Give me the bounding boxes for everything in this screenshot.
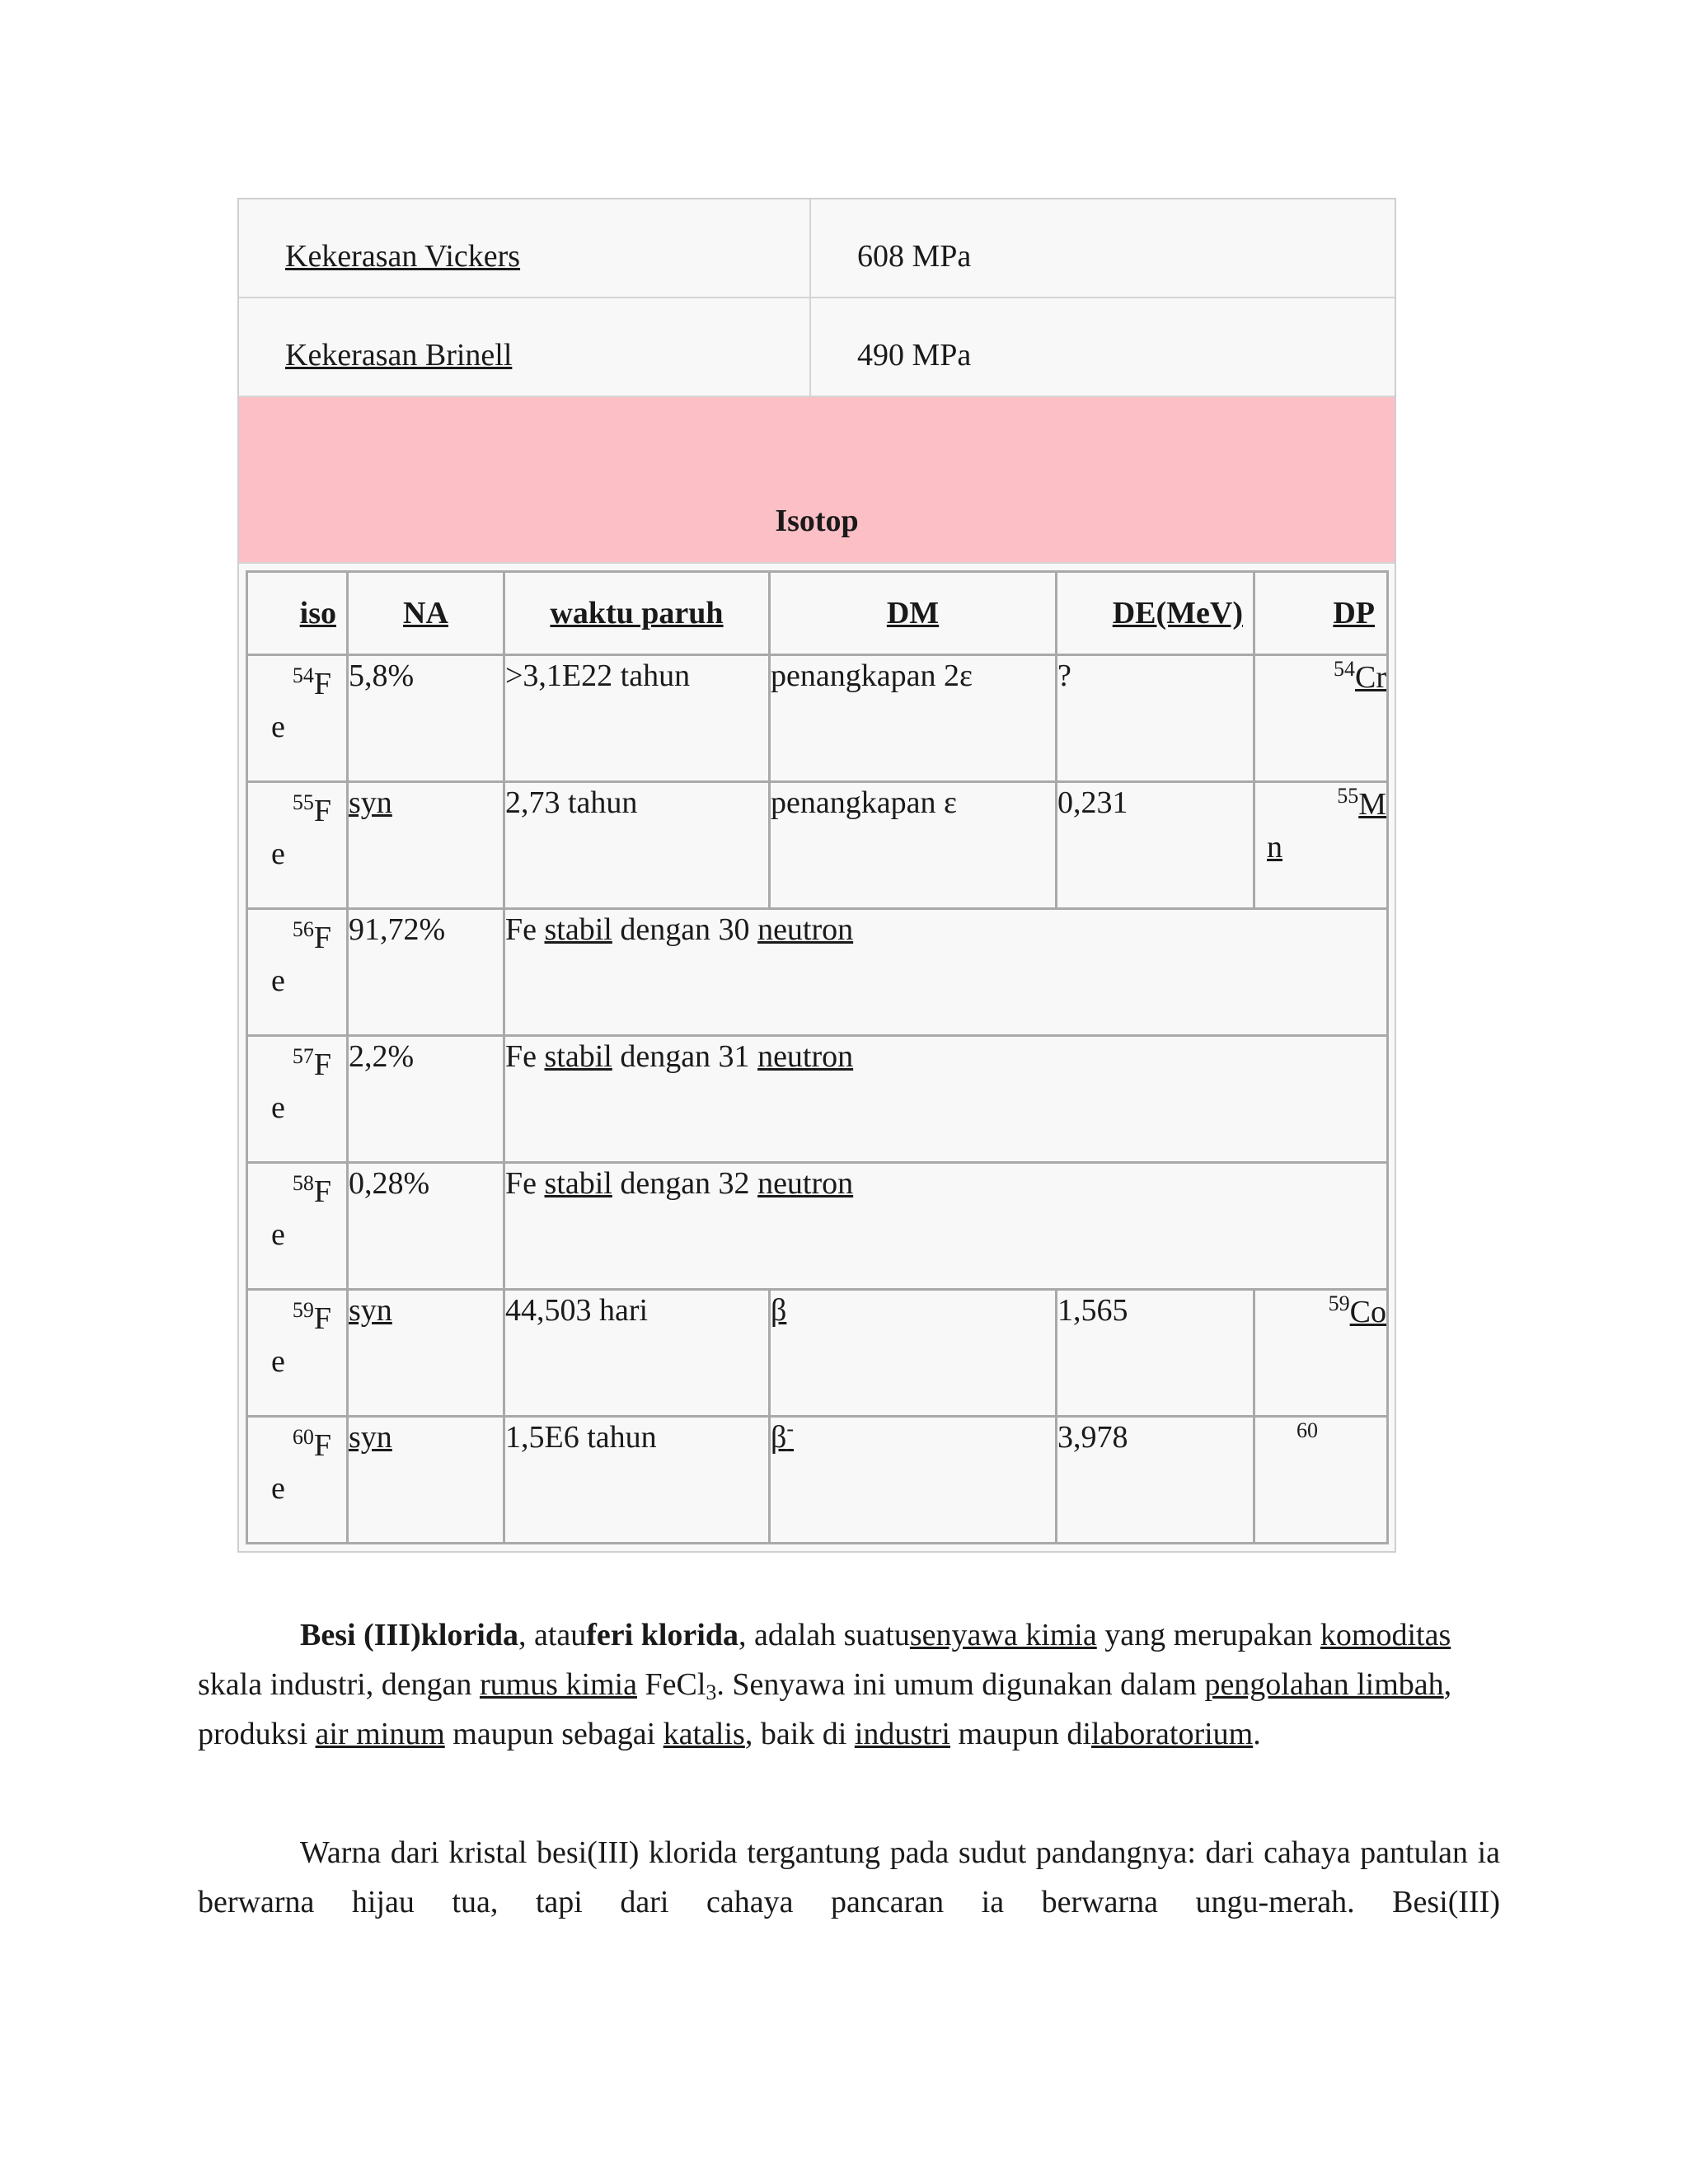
table-row — [247, 1036, 1388, 1163]
stable-prefix: Fe — [505, 1039, 537, 1074]
mass-number: 57 — [292, 1044, 314, 1068]
element-symbol: F — [313, 1174, 331, 1209]
element-symbol-wrap: e — [271, 710, 285, 744]
table-row — [247, 909, 1388, 1036]
beta-symbol: β — [771, 1420, 787, 1455]
industry-link[interactable]: industri — [854, 1717, 950, 1751]
col-header-de[interactable]: DE(MeV) — [1057, 572, 1254, 655]
mass-number: 55 — [292, 790, 314, 814]
property-value: 490 MPa — [857, 338, 972, 373]
table-row — [247, 655, 1388, 782]
element-symbol: F — [313, 1428, 331, 1463]
decay-mode-cell — [770, 1290, 1057, 1417]
element-symbol-wrap: e — [271, 963, 285, 998]
mass-number: 56 — [292, 917, 314, 941]
bold-term: feri klorida — [586, 1618, 738, 1652]
stable-note-cell — [504, 1163, 1388, 1290]
chemical-formula-link[interactable]: rumus kimia — [479, 1667, 637, 1702]
property-row-brinell — [239, 298, 1395, 397]
decay-energy-cell: 3,978 — [1057, 1417, 1254, 1544]
paragraph-ferric-chloride — [198, 1610, 1500, 1759]
na-cell — [348, 1417, 504, 1544]
element-symbol: F — [313, 921, 331, 955]
property-value: 608 MPa — [857, 239, 972, 274]
element-symbol: F — [313, 794, 331, 828]
drinking-water-link[interactable]: air minum — [315, 1717, 445, 1751]
element-symbol-wrap: e — [271, 1217, 285, 1252]
properties-table — [237, 198, 1396, 1553]
element-symbol: F — [313, 1301, 331, 1336]
stable-text: dengan 32 — [620, 1166, 750, 1201]
text: yang merupakan — [1096, 1618, 1320, 1652]
mass-number: 60 — [292, 1425, 314, 1449]
mass-number: 55 — [1337, 784, 1359, 808]
mass-number: 58 — [292, 1171, 314, 1195]
decay-product-link[interactable]: Cr — [1355, 660, 1386, 695]
isotope-header-row — [247, 572, 1388, 655]
mass-number: 54 — [1334, 657, 1355, 681]
element-symbol: F — [313, 667, 331, 701]
subscript: 3 — [706, 1680, 717, 1704]
mass-number: 59 — [292, 1298, 314, 1322]
chemical-compound-link[interactable]: senyawa kimia — [909, 1618, 1097, 1652]
synthetic-link[interactable]: syn — [349, 1293, 392, 1328]
neutron-link[interactable]: neutron — [757, 912, 854, 947]
synthetic-link[interactable]: syn — [349, 1420, 392, 1455]
decay-energy-cell: 0,231 — [1057, 782, 1254, 909]
isotope-section-header — [239, 397, 1395, 564]
decay-product-cell — [1254, 1290, 1388, 1417]
text: , baik di — [744, 1717, 855, 1751]
commodity-link[interactable]: komoditas — [1320, 1618, 1451, 1652]
stable-note-cell — [504, 1036, 1388, 1163]
isotope-cell — [247, 1163, 348, 1290]
table-row — [247, 1417, 1388, 1544]
text: maupun sebagai — [444, 1717, 663, 1751]
catalyst-link[interactable]: katalis — [663, 1717, 745, 1751]
text: . Senyawa ini umum digunakan dalam — [716, 1667, 1205, 1702]
table-row — [247, 782, 1388, 909]
stable-prefix: Fe — [505, 1166, 537, 1201]
na-cell: 5,8% — [348, 655, 504, 782]
half-life-cell: >3,1E22 tahun — [504, 655, 770, 782]
property-label-cell — [239, 298, 811, 396]
stable-link[interactable]: stabil — [544, 1166, 612, 1201]
half-life-cell: 44,503 hari — [504, 1290, 770, 1417]
stable-text: dengan 31 — [620, 1039, 750, 1074]
table-row — [247, 1163, 1388, 1290]
element-symbol-wrap: e — [271, 1090, 285, 1125]
na-cell — [348, 1290, 504, 1417]
decay-product-link-wrap[interactable]: n — [1267, 830, 1282, 865]
half-life-cell: 1,5E6 tahun — [504, 1417, 770, 1544]
isotope-section-title: Isotop — [775, 504, 859, 538]
table-row — [247, 1290, 1388, 1417]
neutron-link[interactable]: neutron — [757, 1039, 854, 1074]
laboratory-link[interactable]: laboratorium — [1090, 1717, 1254, 1751]
isotope-cell — [247, 1417, 348, 1544]
element-symbol-wrap: e — [271, 1471, 285, 1506]
isotope-table — [246, 570, 1389, 1544]
isotope-cell — [247, 1290, 348, 1417]
na-cell: 91,72% — [348, 909, 504, 1036]
isotope-cell — [247, 1036, 348, 1163]
decay-product-cell — [1254, 1417, 1388, 1544]
decay-mode-cell: penangkapan 2ε — [770, 655, 1057, 782]
beta-decay-link[interactable]: β — [771, 1293, 787, 1328]
element-symbol: F — [313, 1047, 331, 1082]
decay-energy-cell: ? — [1057, 655, 1254, 782]
col-header-iso[interactable]: iso — [247, 572, 348, 655]
beta-minus-sign: - — [786, 1417, 795, 1441]
na-cell: 0,28% — [348, 1163, 504, 1290]
stable-text: dengan 30 — [620, 912, 750, 947]
text: , atau — [518, 1618, 587, 1652]
brinell-hardness-link[interactable]: Kekerasan Brinell — [285, 338, 513, 373]
paragraph-crystal-color — [198, 1828, 1500, 1927]
col-header-half-life[interactable]: waktu paruh — [504, 572, 770, 655]
decay-product-cell — [1254, 782, 1388, 909]
text: FeCl — [636, 1667, 706, 1702]
beta-minus-decay-link[interactable] — [771, 1417, 795, 1455]
element-symbol-wrap: e — [271, 837, 285, 871]
stable-link[interactable]: stabil — [544, 912, 612, 947]
stable-note-cell — [504, 909, 1388, 1036]
decay-product-cell — [1254, 655, 1388, 782]
decay-mode-cell — [770, 1417, 1057, 1544]
stable-link[interactable]: stabil — [544, 1039, 612, 1074]
mass-number: 54 — [292, 663, 314, 687]
isotope-cell — [247, 655, 348, 782]
decay-product-link[interactable]: M — [1358, 787, 1386, 822]
synthetic-link[interactable]: syn — [349, 785, 392, 820]
na-cell: 2,2% — [348, 1036, 504, 1163]
property-row-vickers — [239, 199, 1395, 298]
property-label-cell — [239, 199, 811, 297]
col-header-dp[interactable]: DP — [1254, 572, 1388, 655]
vickers-hardness-link[interactable]: Kekerasan Vickers — [285, 239, 521, 274]
isotope-cell — [247, 782, 348, 909]
text: maupun di — [950, 1717, 1091, 1751]
col-header-na[interactable]: NA — [348, 572, 504, 655]
waste-treatment-link[interactable]: pengolahan limbah — [1204, 1667, 1444, 1702]
element-symbol-wrap: e — [271, 1344, 285, 1379]
neutron-link[interactable]: neutron — [757, 1166, 854, 1201]
text: , produksi — [198, 1667, 1452, 1751]
isotope-cell — [247, 909, 348, 1036]
text: skala industri, dengan — [198, 1667, 480, 1702]
bold-term: Besi (III)klorida — [300, 1618, 518, 1652]
decay-energy-cell: 1,565 — [1057, 1290, 1254, 1417]
decay-product-link[interactable]: Co — [1349, 1295, 1386, 1329]
half-life-cell: 2,73 tahun — [504, 782, 770, 909]
col-header-dm[interactable]: DM — [770, 572, 1057, 655]
text: , adalah suatu — [738, 1618, 910, 1652]
stable-prefix: Fe — [505, 912, 537, 947]
mass-number: 60 — [1296, 1418, 1318, 1442]
text: . — [1253, 1717, 1261, 1751]
decay-mode-cell: penangkapan ε — [770, 782, 1057, 909]
na-cell — [348, 782, 504, 909]
mass-number: 59 — [1328, 1291, 1350, 1315]
paragraph-text: Warna dari kristal besi(III) klorida tergantung pada sudut pandangnya: dari cahaya pantulan ia berwarna hijau tua, tapi dari cahaya pancaran ia berwarna ungu-merah. Besi(III) — [198, 1835, 1500, 1919]
